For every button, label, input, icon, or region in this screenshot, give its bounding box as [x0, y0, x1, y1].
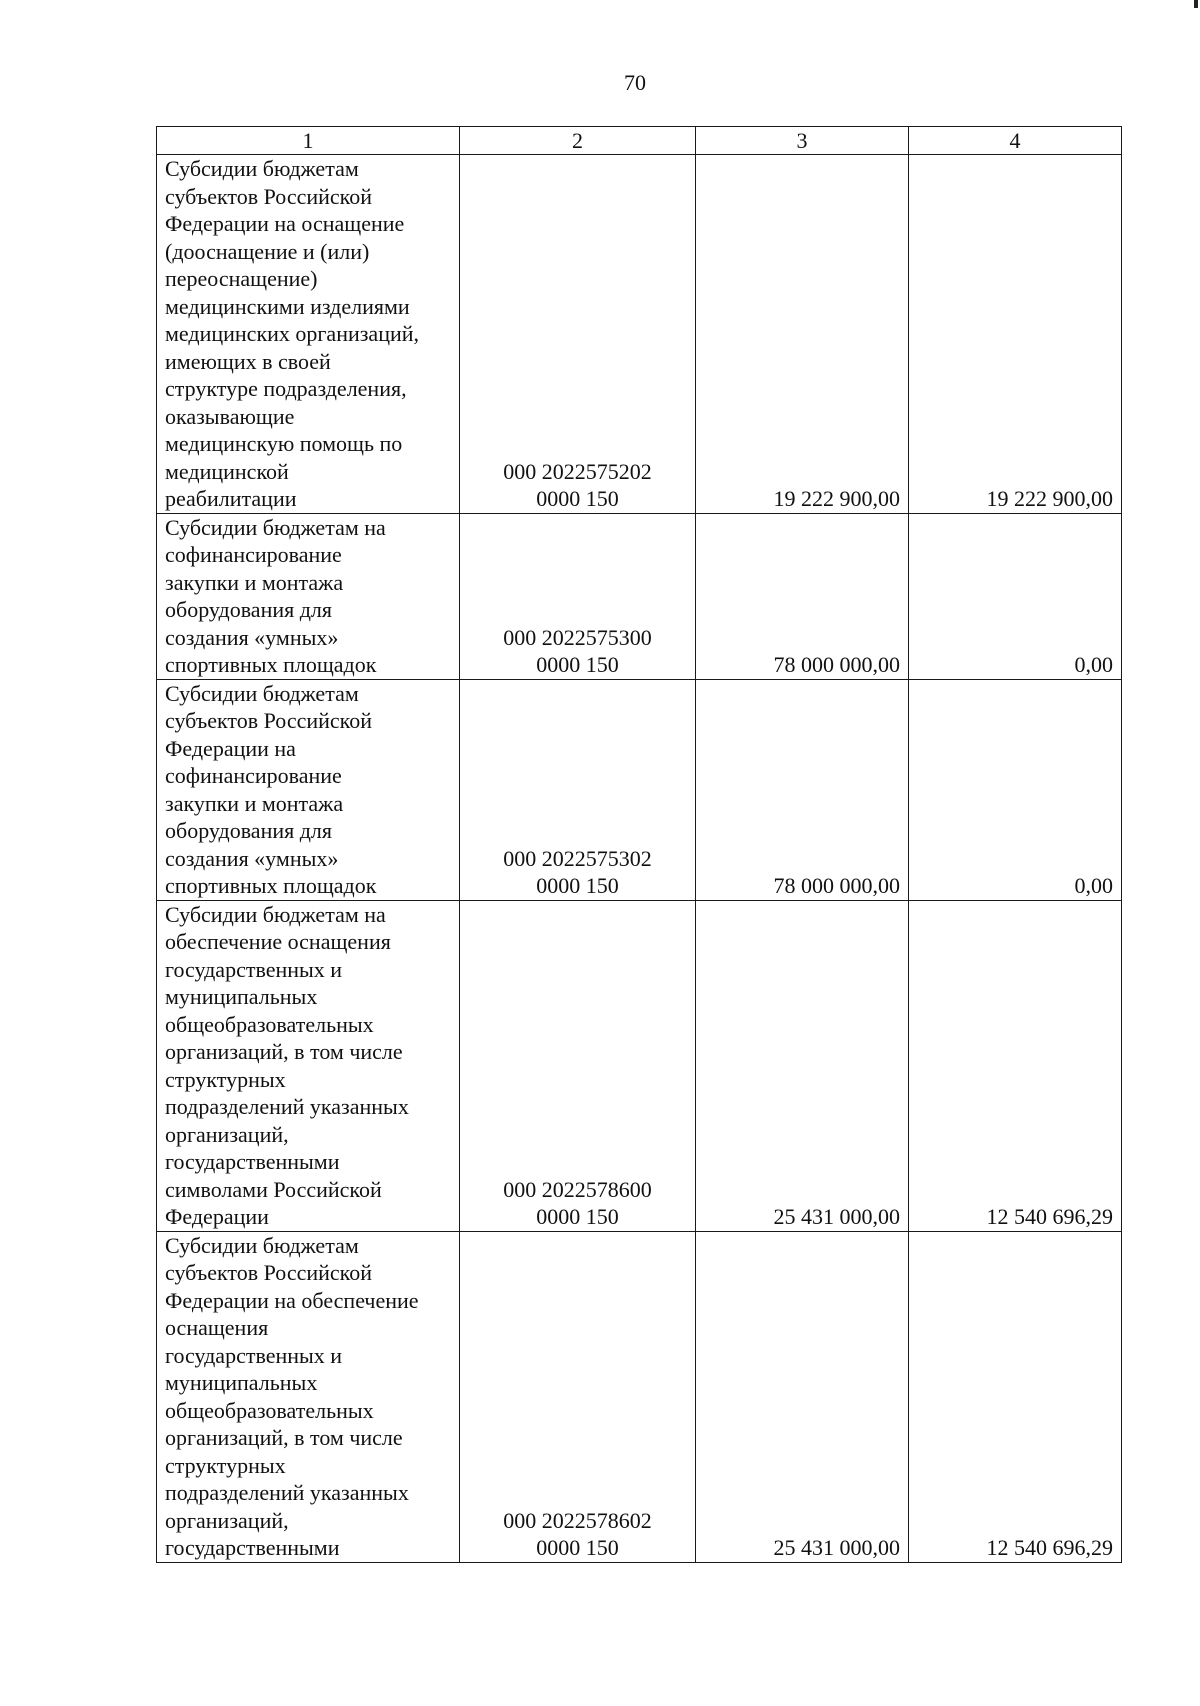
- column-header-4: 4: [909, 127, 1122, 155]
- table-row: [157, 513, 1122, 679]
- row-planned-amount: 78 000 000,00: [696, 513, 909, 679]
- row-planned-amount: 78 000 000,00: [696, 679, 909, 900]
- row-budget-code: 000 2022575302 0000 150: [460, 679, 696, 900]
- column-header-2: 2: [460, 127, 696, 155]
- row-planned-amount: 25 431 000,00: [696, 1231, 909, 1562]
- row-description: Субсидии бюджетам на софинансирование закупки и монтажа оборудования для создания «умных» спортивных площадок: [157, 513, 460, 679]
- row-executed-amount: 12 540 696,29: [909, 1231, 1122, 1562]
- column-header-3: 3: [696, 127, 909, 155]
- row-description: Субсидии бюджетам на обеспечение оснащения государственных и муниципальных общеобразовательных организаций, в том числе структурных подразделений указанных организаций, государственными символами Российской Федерации: [157, 900, 460, 1231]
- row-executed-amount: 12 540 696,29: [909, 900, 1122, 1231]
- table-row: [157, 155, 1122, 514]
- row-executed-amount: 0,00: [909, 679, 1122, 900]
- budget-table: [156, 126, 1122, 1563]
- row-budget-code: 000 2022575202 0000 150: [460, 155, 696, 514]
- row-description: Субсидии бюджетам субъектов Российской Федерации на обеспечение оснащения государственных и муниципальных общеобразовательных организаций, в том числе структурных подразделений указанных организаций, государственными: [157, 1231, 460, 1562]
- page-number: 70: [624, 70, 646, 95]
- row-budget-code: 000 2022578600 0000 150: [460, 900, 696, 1231]
- row-planned-amount: 19 222 900,00: [696, 155, 909, 514]
- scan-corner-mark: [1194, 0, 1198, 8]
- row-planned-amount: 25 431 000,00: [696, 900, 909, 1231]
- row-description: Субсидии бюджетам субъектов Российской Федерации на оснащение (дооснащение и (или) переоснащение) медицинскими изделиями медицинских организаций, имеющих в своей структуре подразделения, оказывающие медицинскую помощь по медицинской реабилитации: [157, 155, 460, 514]
- table-row: [157, 900, 1122, 1231]
- table-row: [157, 679, 1122, 900]
- row-budget-code: 000 2022578602 0000 150: [460, 1231, 696, 1562]
- column-header-1: 1: [157, 127, 460, 155]
- row-executed-amount: 19 222 900,00: [909, 155, 1122, 514]
- table-row: [157, 1231, 1122, 1562]
- row-executed-amount: 0,00: [909, 513, 1122, 679]
- row-budget-code: 000 2022575300 0000 150: [460, 513, 696, 679]
- row-description: Субсидии бюджетам субъектов Российской Федерации на софинансирование закупки и монтажа оборудования для создания «умных» спортивных площадок: [157, 679, 460, 900]
- table-header-row: [157, 127, 1122, 155]
